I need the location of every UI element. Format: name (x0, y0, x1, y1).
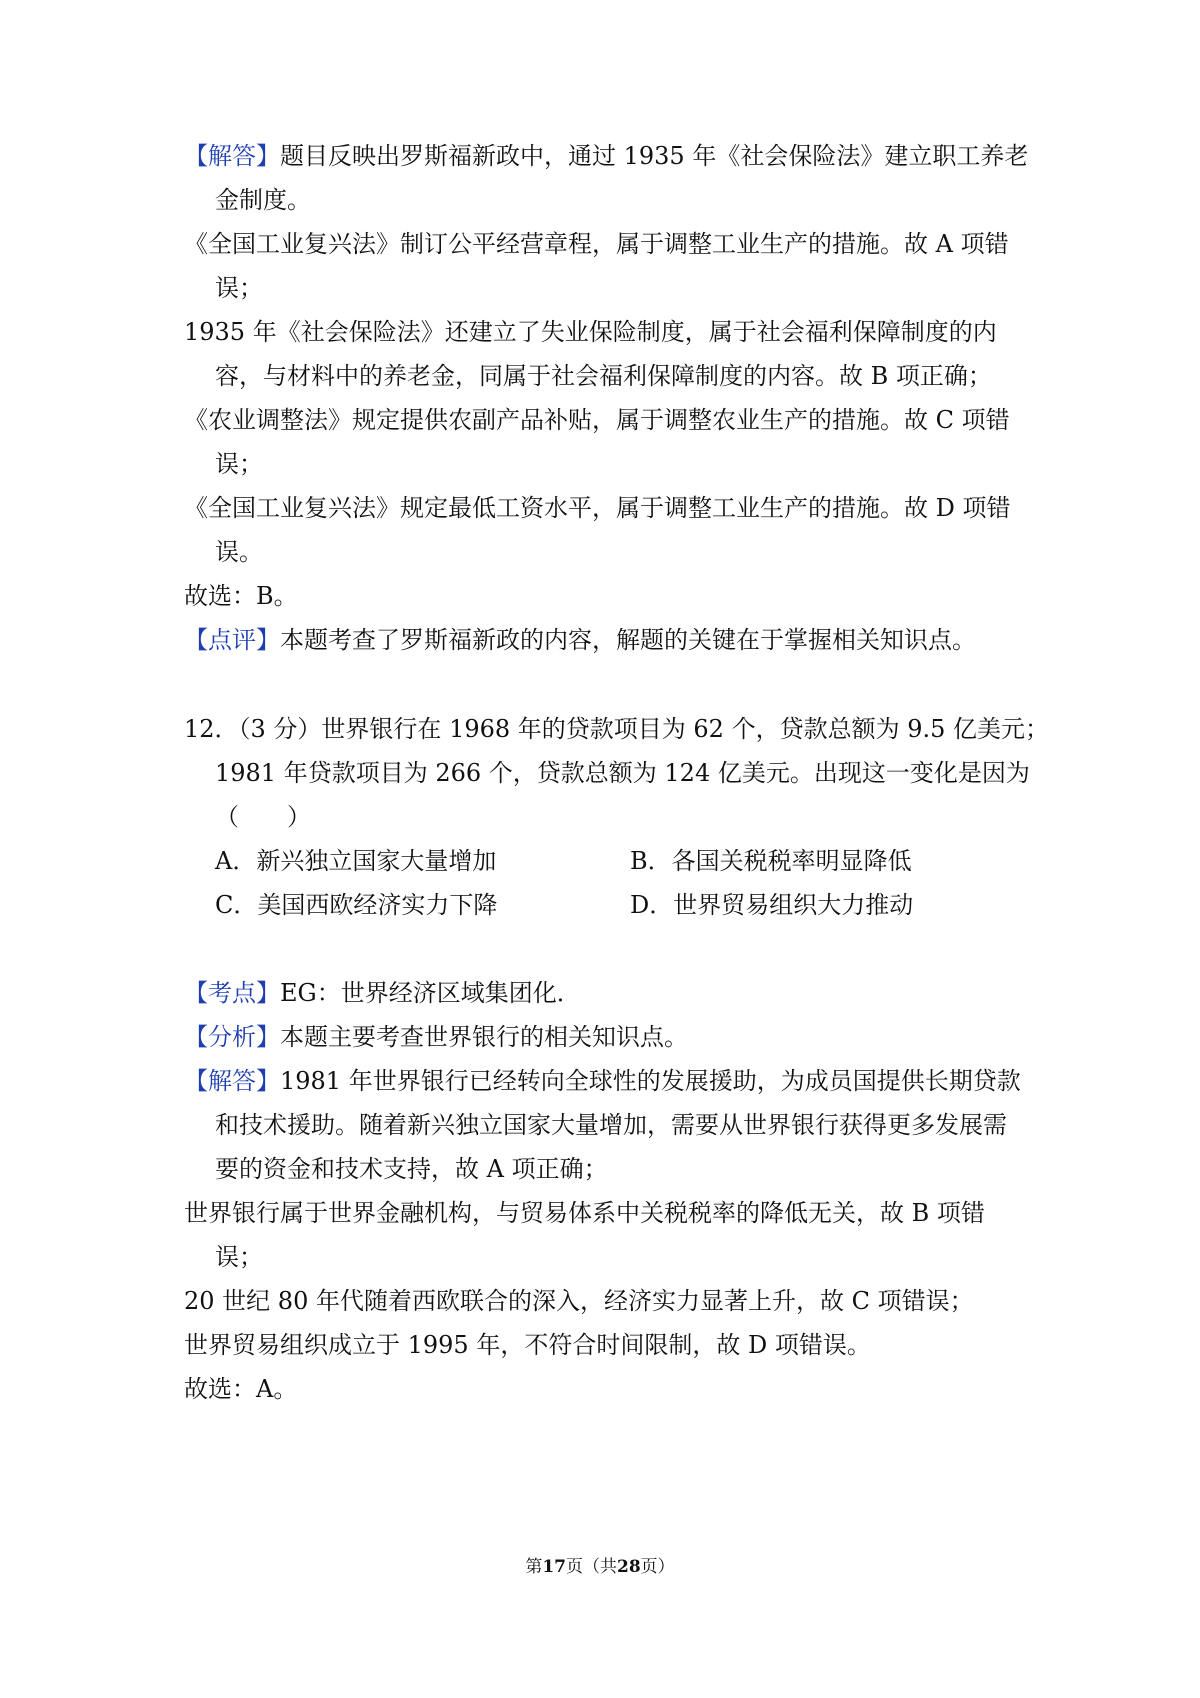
kaodian-text: EG：世界经济区域集团化． (280, 979, 581, 1007)
paragraph-option-c: 《农业调整法》规定提供农副产品补贴，属于调整农业生产的措施。故 C 项错 (184, 406, 1010, 434)
footer-middle: 页（共 (566, 1557, 617, 1577)
page-total: 28 (617, 1557, 641, 1577)
option-d: D．世界贸易组织大力推动 (630, 891, 914, 919)
question-blank: （ ） (215, 803, 311, 831)
choice-line: 故选：B。 (184, 582, 298, 610)
footer-suffix: 页） (640, 1557, 675, 1577)
page-footer (0, 1555, 1200, 1579)
option-c: C．美国西欧经济实力下降 (215, 891, 498, 919)
option-b: B．各国关税税率明显降低 (630, 847, 912, 875)
paragraph-option-c-cont: 误； (215, 450, 263, 478)
paragraph-option-d-cont: 误。 (215, 538, 263, 566)
question-stem-cont: 1981 年贷款项目为 266 个，贷款总额为 124 亿美元。出现这一变化是因为 (215, 759, 1030, 787)
answer-line (184, 139, 1029, 173)
comment-tag: 【点评】 (184, 626, 280, 654)
paragraph-option-d: 《全国工业复兴法》规定最低工资水平，属于调整工业生产的措施。故 D 项错 (184, 494, 1011, 522)
answer-text: 题目反映出罗斯福新政中，通过 1935 年《社会保险法》建立职工养老 (280, 142, 1029, 170)
fenxi-line (184, 1020, 1024, 1054)
answer-tag: 【解答】 (184, 1067, 280, 1095)
answer-line-cont: 和技术援助。随着新兴独立国家大量增加，需要从世界银行获得更多发展需 (215, 1111, 1007, 1139)
page-number: 17 (542, 1557, 566, 1577)
paragraph-option-a: 《全国工业复兴法》制订公平经营章程，属于调整工业生产的措施。故 A 项错 (184, 230, 1009, 258)
fenxi-tag: 【分析】 (184, 1023, 280, 1051)
paragraph-option-c: 20 世纪 80 年代随着西欧联合的深入，经济实力显著上升，故 C 项错误； (184, 1287, 974, 1315)
kaodian-line (184, 976, 1024, 1010)
paragraph-option-a-cont: 误； (215, 274, 263, 302)
paragraph-option-b: 世界银行属于世界金融机构，与贸易体系中关税税率的降低无关，故 B 项错 (184, 1199, 985, 1227)
kaodian-tag: 【考点】 (184, 979, 280, 1007)
answer-line (184, 1064, 1024, 1098)
paragraph-option-d: 世界贸易组织成立于 1995 年，不符合时间限制，故 D 项错误。 (184, 1331, 871, 1359)
answer-line-cont: 金制度。 (215, 186, 311, 214)
choice-line: 故选：A。 (184, 1375, 298, 1403)
option-a: A．新兴独立国家大量增加 (215, 847, 497, 875)
answer-text: 1981 年世界银行已经转向全球性的发展援助，为成员国提供长期贷款 (280, 1067, 1021, 1095)
answer-line-cont: 要的资金和技术支持，故 A 项正确； (215, 1155, 608, 1183)
paragraph-option-b: 1935 年《社会保险法》还建立了失业保险制度，属于社会福利保障制度的内 (184, 318, 997, 346)
paragraph-option-b-cont: 容，与材料中的养老金，同属于社会福利保障制度的内容。故 B 项正确； (215, 362, 992, 390)
footer-prefix: 第 (525, 1557, 543, 1577)
paragraph-option-b-cont: 误； (215, 1243, 263, 1271)
comment-text: 本题考查了罗斯福新政的内容，解题的关键在于掌握相关知识点。 (280, 626, 976, 654)
comment-line (184, 623, 1024, 657)
answer-tag: 【解答】 (184, 142, 280, 170)
fenxi-text: 本题主要考查世界银行的相关知识点。 (280, 1023, 688, 1051)
question-stem: 12．（3 分）世界银行在 1968 年的贷款项目为 62 个，贷款总额为 9.5 亿美元； (184, 715, 1049, 743)
